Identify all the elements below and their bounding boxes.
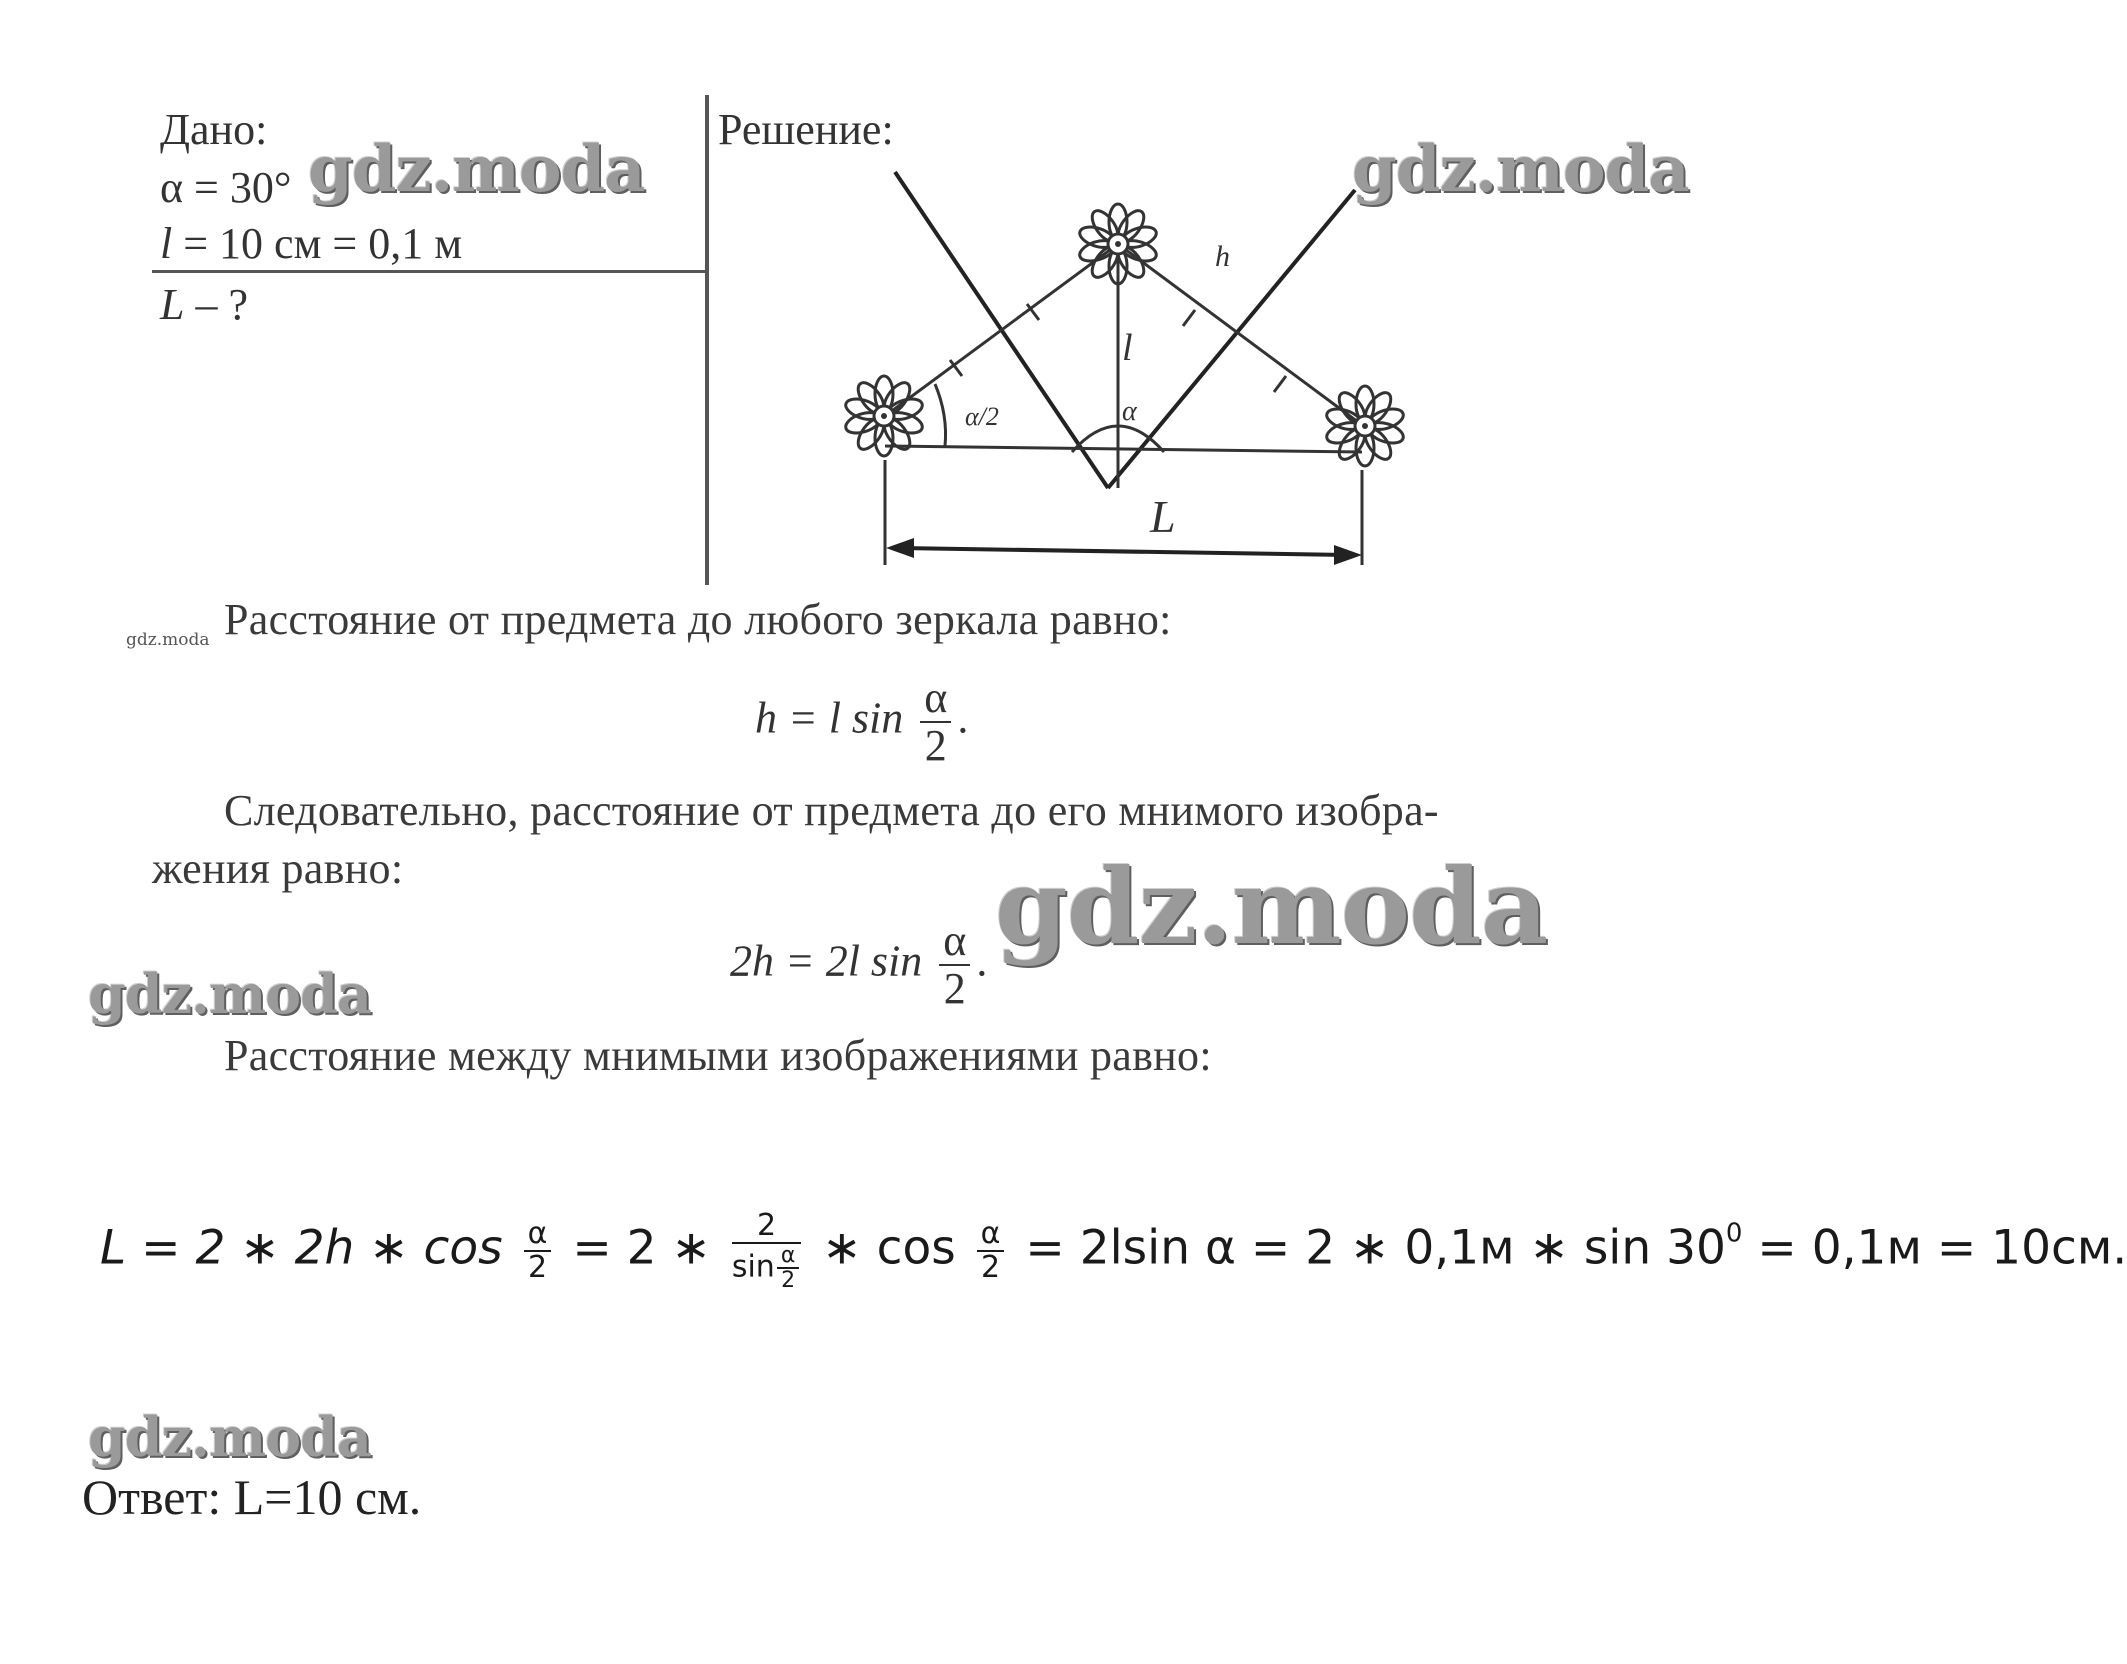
segment-right-image (1118, 244, 1362, 425)
calc-frac-3 (977, 1218, 1005, 1283)
calc-frac-2 (732, 1210, 802, 1292)
calc-frac-2-subfrac-num: α (777, 1244, 800, 1269)
calc-part-2: = 2 ∗ (572, 1220, 711, 1276)
solution-title: Решение: (718, 105, 894, 154)
base-line (885, 446, 1362, 452)
watermark-mid-left: gdz.moda (88, 962, 371, 1026)
mirror-diagram (800, 170, 1480, 590)
arrow-left-icon (886, 538, 914, 558)
calc-part-5: = 0,1м = 10см. (1742, 1220, 2127, 1276)
calc-frac-2-subfrac (777, 1244, 800, 1292)
formula-h-lhs: h = l sin (755, 693, 904, 743)
calc-frac-2-num: 2 (732, 1210, 802, 1244)
calc-part-4: = 2lsin α = 2 ∗ 0,1м ∗ sin 30 (1025, 1220, 1726, 1276)
given-find (160, 280, 249, 329)
label-alpha: α (1122, 396, 1137, 427)
answer: Ответ: L=10 см. (82, 1469, 422, 1525)
image-left-flower-icon (843, 376, 925, 456)
calc-frac-3-den: 2 (981, 1249, 1001, 1285)
given-solution-divider (705, 95, 709, 585)
formula-h-num: α (920, 675, 951, 723)
given-find-rest: – ? (184, 280, 249, 329)
label-h: h (1215, 240, 1230, 273)
given-alpha: α = 30° (160, 163, 292, 212)
formula-2h-num: α (939, 918, 970, 966)
calc-frac-2-den-sin: sin (731, 1249, 775, 1285)
watermark-center-large: gdz.moda (995, 845, 1548, 968)
given-length-value: = 10 см = 0,1 м (172, 219, 463, 268)
calc-part-3: ∗ cos (822, 1220, 956, 1276)
label-half-alpha: α/2 (965, 402, 999, 431)
calc-superscript: 0 (1725, 1218, 1743, 1249)
given-length-symbol: l (160, 219, 173, 268)
given-find-symbol: L (160, 280, 185, 329)
formula-h (755, 675, 968, 769)
label-l: l (1122, 327, 1133, 369)
watermark-top-right: gdz.moda (1352, 132, 1689, 207)
calc-frac-1-num: α (524, 1218, 552, 1252)
dimension-L-line (900, 548, 1348, 555)
paragraph-2-line-1: Следовательно, расстояние от предмета до его мнимого изобра- (224, 786, 1439, 835)
calc-frac-1-den: 2 (527, 1249, 548, 1285)
formula-2h-lhs: 2h = 2l sin (730, 936, 923, 986)
calc-formula (100, 1210, 2127, 1292)
paragraph-1: Расстояние от предмета до любого зеркала равно: (224, 595, 1172, 644)
calc-frac-2-den (732, 1244, 802, 1292)
arrow-right-icon (1334, 545, 1362, 565)
segment-left-image (885, 244, 1118, 416)
given-title: Дано: (160, 105, 268, 154)
formula-h-den: 2 (924, 721, 947, 771)
given-divider (152, 270, 707, 273)
formula-2h-fraction (939, 918, 970, 1012)
label-L: L (1150, 491, 1176, 542)
paragraph-2-line-2: жения равно: (152, 844, 404, 893)
mirror-right (1108, 190, 1355, 488)
calc-frac-3-num: α (977, 1218, 1005, 1252)
watermark-top-left: gdz.moda (308, 132, 645, 207)
watermark-bottom-left: gdz.moda (88, 1405, 371, 1469)
formula-2h (730, 918, 987, 1012)
formula-2h-den: 2 (943, 964, 966, 1014)
calc-part-1: L = 2 ∗ 2h ∗ cos (100, 1220, 503, 1276)
given-length (160, 219, 463, 268)
formula-2h-end: . (976, 936, 988, 986)
formula-h-fraction (920, 675, 951, 769)
formula-h-end: . (957, 693, 969, 743)
watermark-small: gdz.moda (126, 630, 210, 650)
calc-frac-1 (524, 1218, 552, 1283)
paragraph-3: Расстояние между мнимыми изображениями равно: (224, 1031, 1212, 1080)
calc-frac-2-subfrac-den: 2 (781, 1267, 796, 1293)
image-right-flower-icon (1324, 386, 1406, 466)
